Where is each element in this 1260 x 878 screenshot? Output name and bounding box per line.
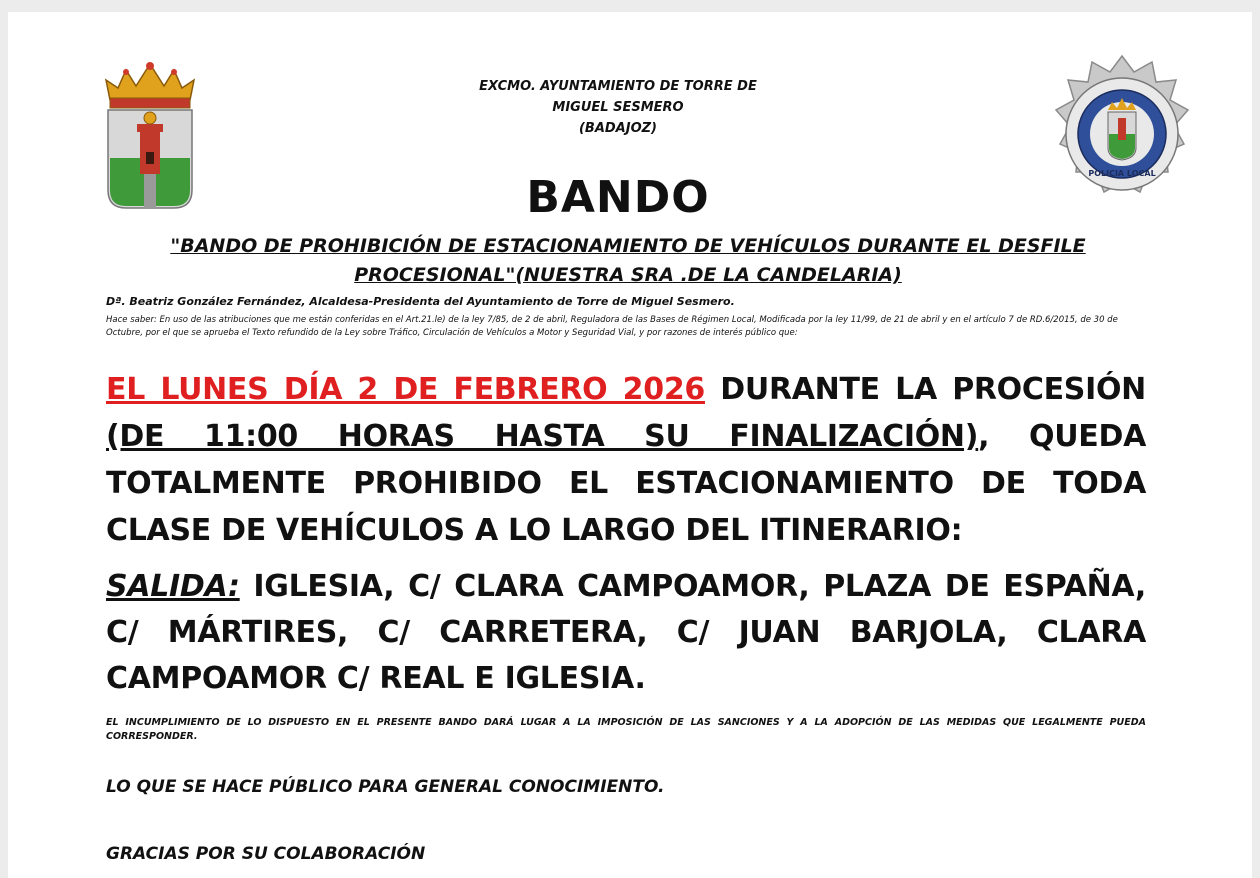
signer-line: Dª. Beatriz González Fernández, Alcaldesa-Presidenta del Ayuntamiento de Torre de Miguel Sesmero. xyxy=(106,295,735,308)
subtitle-line: PROCESIONAL"(NUESTRA SRA .DE LA CANDELARIA) xyxy=(354,264,902,286)
issuer-line: (BADAJOZ) xyxy=(578,121,658,136)
hours-text: (DE 11:00 HORAS HASTA SU FINALIZACIÓN) xyxy=(106,419,979,454)
during-text: DURANTE LA PROCESIÓN xyxy=(720,372,1146,407)
document-title: BANDO xyxy=(526,172,710,223)
town-coat-of-arms-icon xyxy=(100,58,200,210)
issuer-line: EXCMO. AYUNTAMIENTO DE TORRE DE xyxy=(479,79,757,94)
issuer-line: MIGUEL SESMERO xyxy=(552,100,684,115)
event-date: EL LUNES DÍA 2 DE FEBRERO 2026 xyxy=(106,372,705,407)
document-page xyxy=(8,12,1252,878)
route-streets: IGLESIA, C/ CLARA CAMPOAMOR, PLAZA DE ESPAÑA, C/ MÁRTIRES, C/ CARRETERA, C/ JUAN BARJOLA, CLARA CAMPOAMOR C/ REAL E IGLESIA. xyxy=(106,569,1146,696)
police-badge-icon xyxy=(1054,54,1190,222)
issuer-header xyxy=(408,76,828,139)
legal-preamble: Hace saber: En uso de las atribuciones que me están conferidas en el Art.21.le) de la ley 7/85, de 2 de abril, Reguladora de las Bases de Régimen Local, Modificada por la ley 11/99, de 21 de abril y en el artículo 7 de RD.6/2015, de 30 de Octubre, por el que se aprueba el Texto refundido de la Ley sobre Tráfico, Circulación de Vehículos a Motor y Seguridad Vial, y por razones de interés público que: xyxy=(106,315,1118,338)
route-label: SALIDA: xyxy=(106,569,240,604)
thanks-line: GRACIAS POR SU COLABORACIÓN xyxy=(106,844,426,864)
badge-label: POLICIA LOCAL xyxy=(1088,169,1156,178)
document-subtitle xyxy=(138,232,1118,290)
prohibition-text: , QUEDA TOTALMENTE PROHIBIDO EL ESTACIONAMIENTO DE TODA CLASE DE VEHÍCULOS A LO LARGO DEL ITINERARIO: xyxy=(106,419,1146,548)
subtitle-line: "BANDO DE PROHIBICIÓN DE ESTACIONAMIENTO DE VEHÍCULOS DURANTE EL DESFILE xyxy=(170,235,1086,257)
public-notice: LO QUE SE HACE PÚBLICO PARA GENERAL CONOCIMIENTO. xyxy=(106,777,665,797)
sanction-warning: EL INCUMPLIMIENTO DE LO DISPUESTO EN EL PRESENTE BANDO DARÁ LUGAR A LA IMPOSICIÓN DE LAS SANCIONES Y A LA ADOPCIÓN DE LAS MEDIDAS QUE LEGALMENTE PUEDA CORRESPONDER. xyxy=(106,717,1146,742)
main-announcement xyxy=(106,366,1146,554)
route-itinerary xyxy=(106,564,1146,702)
